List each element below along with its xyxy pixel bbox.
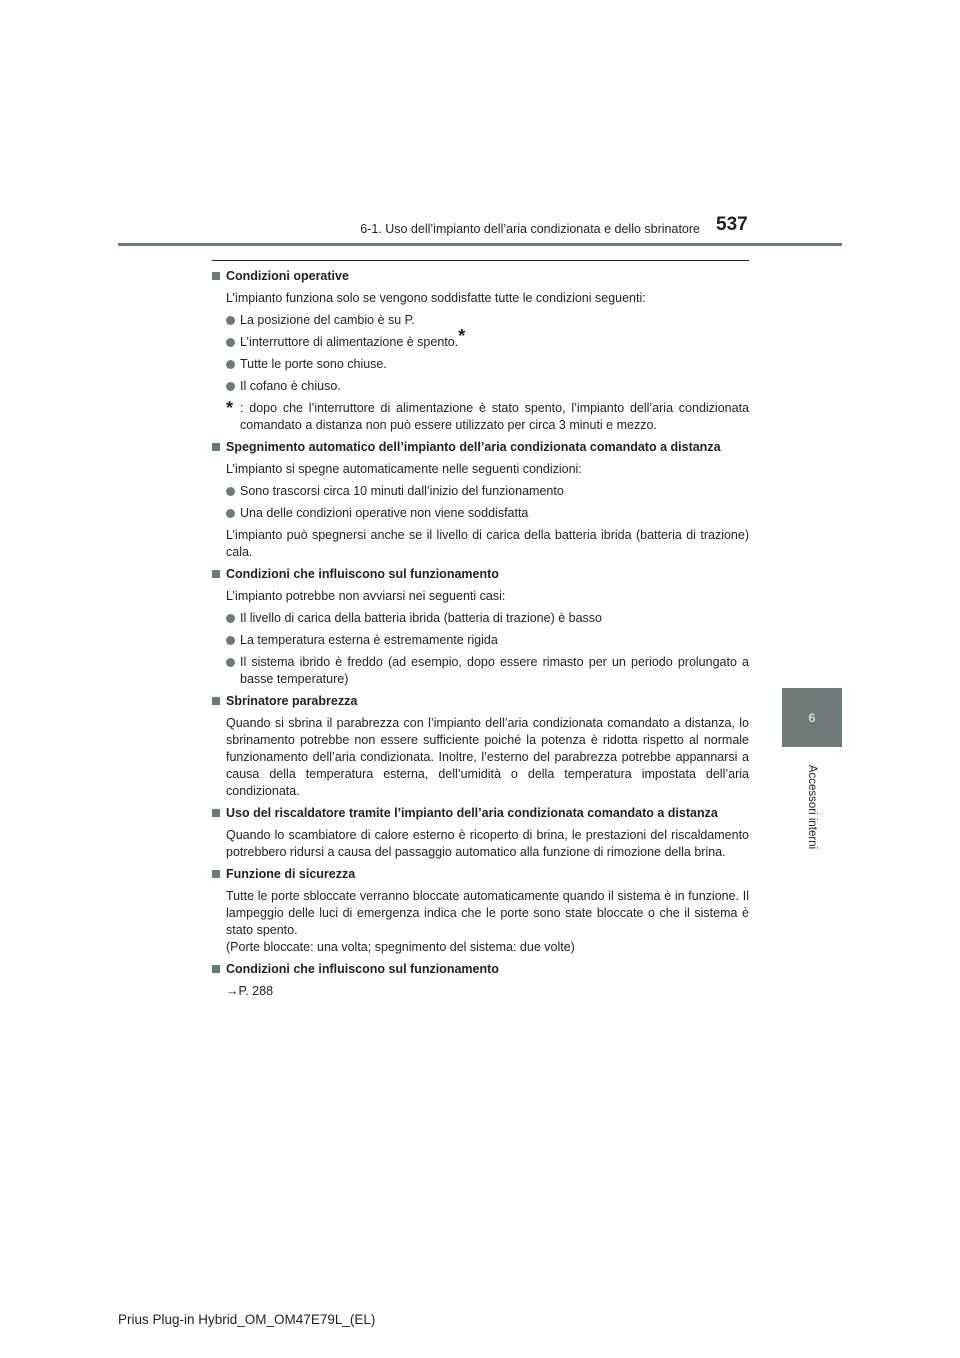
paragraph: Tutte le porte sbloccate verranno bloccate automaticamente quando il sistema è in funzione. Il lampeggio delle luci di emergenza indica che le porte sono state bloccate o che il sistema è stato spento.	[226, 889, 749, 937]
footnote-marker: *	[458, 326, 466, 346]
section-heading: Condizioni che influiscono sul funzionamento	[210, 961, 749, 978]
header-rule	[118, 243, 842, 246]
round-bullet-icon	[226, 360, 235, 369]
paragraph: L’impianto si spegne automaticamente nelle seguenti condizioni:	[226, 462, 582, 476]
square-bullet-icon	[212, 570, 220, 578]
square-bullet-icon	[212, 272, 220, 280]
list-item: Tutte le porte sono chiuse.	[210, 356, 749, 373]
footnote-marker: *	[226, 398, 234, 418]
square-bullet-icon	[212, 697, 220, 705]
section-heading: Funzione di sicurezza	[210, 866, 749, 883]
list-item: Sono trascorsi circa 10 minuti dall’inizio del funzionamento	[210, 483, 749, 500]
paragraph: Quando lo scambiatore di calore esterno è ricoperto di brina, le prestazioni del riscaldamento potrebbero ridursi a causa del passaggio automatico alla funzione di rimozione della brina.	[226, 828, 749, 859]
list-item: La temperatura esterna è estremamente rigida	[210, 632, 749, 649]
chapter-label	[782, 752, 842, 862]
round-bullet-icon	[226, 338, 235, 347]
list-item: Una delle condizioni operative non viene soddisfatta	[210, 505, 749, 522]
paragraph: L’impianto potrebbe non avviarsi nei seguenti casi:	[226, 589, 506, 603]
round-bullet-icon	[226, 316, 235, 325]
footnote: * : dopo che l’interruttore di alimentazione è stato spento, l’impianto dell’aria condizionata comandato a distanza non può essere utilizzato per circa 3 minuti e mezzo.	[226, 398, 749, 432]
paragraph: (Porte bloccate: una volta; spegnimento del sistema: due volte)	[226, 940, 575, 954]
round-bullet-icon	[226, 658, 235, 667]
list-item: Il livello di carica della batteria ibrida (batteria di trazione) è basso	[210, 610, 749, 627]
round-bullet-icon	[226, 509, 235, 518]
list-item: La posizione del cambio è su P.	[210, 312, 749, 329]
main-content	[210, 268, 749, 1005]
section-heading: Condizioni operative	[210, 268, 749, 285]
square-bullet-icon	[212, 443, 220, 451]
square-bullet-icon	[212, 870, 220, 878]
section-heading: Condizioni che influiscono sul funzionamento	[210, 566, 749, 583]
page-number: 537	[716, 214, 748, 235]
square-bullet-icon	[212, 809, 220, 817]
paragraph: L’impianto può spegnersi anche se il livello di carica della batteria ibrida (batteria di trazione) cala.	[226, 528, 749, 559]
section-heading: Spegnimento automatico dell’impianto dell’aria condizionata comandato a distanza	[210, 439, 749, 456]
round-bullet-icon	[226, 636, 235, 645]
document-id: Prius Plug-in Hybrid_OM_OM47E79L_(EL)	[118, 1312, 376, 1327]
round-bullet-icon	[226, 487, 235, 496]
list-item: L’interruttore di alimentazione è spento.*	[210, 334, 749, 351]
header-section-title: 6-1. Uso dell’impianto dell’aria condizionata e dello sbrinatore	[360, 222, 700, 236]
section-heading: Sbrinatore parabrezza	[210, 693, 749, 710]
round-bullet-icon	[226, 614, 235, 623]
page-reference-link[interactable]: →P. 288	[226, 984, 274, 998]
paragraph: Quando si sbrina il parabrezza con l’impianto dell’aria condizionata comandato a distanza, lo sbrinamento potrebbe non essere sufficiente poiché la potenza è ridotta rispetto al normale funzionamento dell’aria condizionata. Inoltre, l’esterno del parabrezza potrebbe appannarsi a causa della temperatura esterna, dell’umidità o della temperatura impostata dell’aria condizionata.	[226, 716, 749, 798]
round-bullet-icon	[226, 382, 235, 391]
side-band	[782, 248, 842, 688]
section-heading: Uso del riscaldatore tramite l’impianto dell’aria condizionata comandato a distanza	[210, 805, 749, 822]
paragraph: L’impianto funziona solo se vengono soddisfatte tutte le condizioni seguenti:	[226, 291, 646, 305]
square-bullet-icon	[212, 965, 220, 973]
chapter-label-text: Accessori interni	[806, 764, 818, 850]
chapter-number: 6	[808, 710, 816, 725]
chapter-tab[interactable]	[782, 688, 842, 747]
content-top-rule	[212, 260, 749, 261]
list-item: Il cofano è chiuso.	[210, 378, 749, 395]
list-item: Il sistema ibrido è freddo (ad esempio, dopo essere rimasto per un periodo prolungato a basse temperature)	[210, 654, 749, 688]
